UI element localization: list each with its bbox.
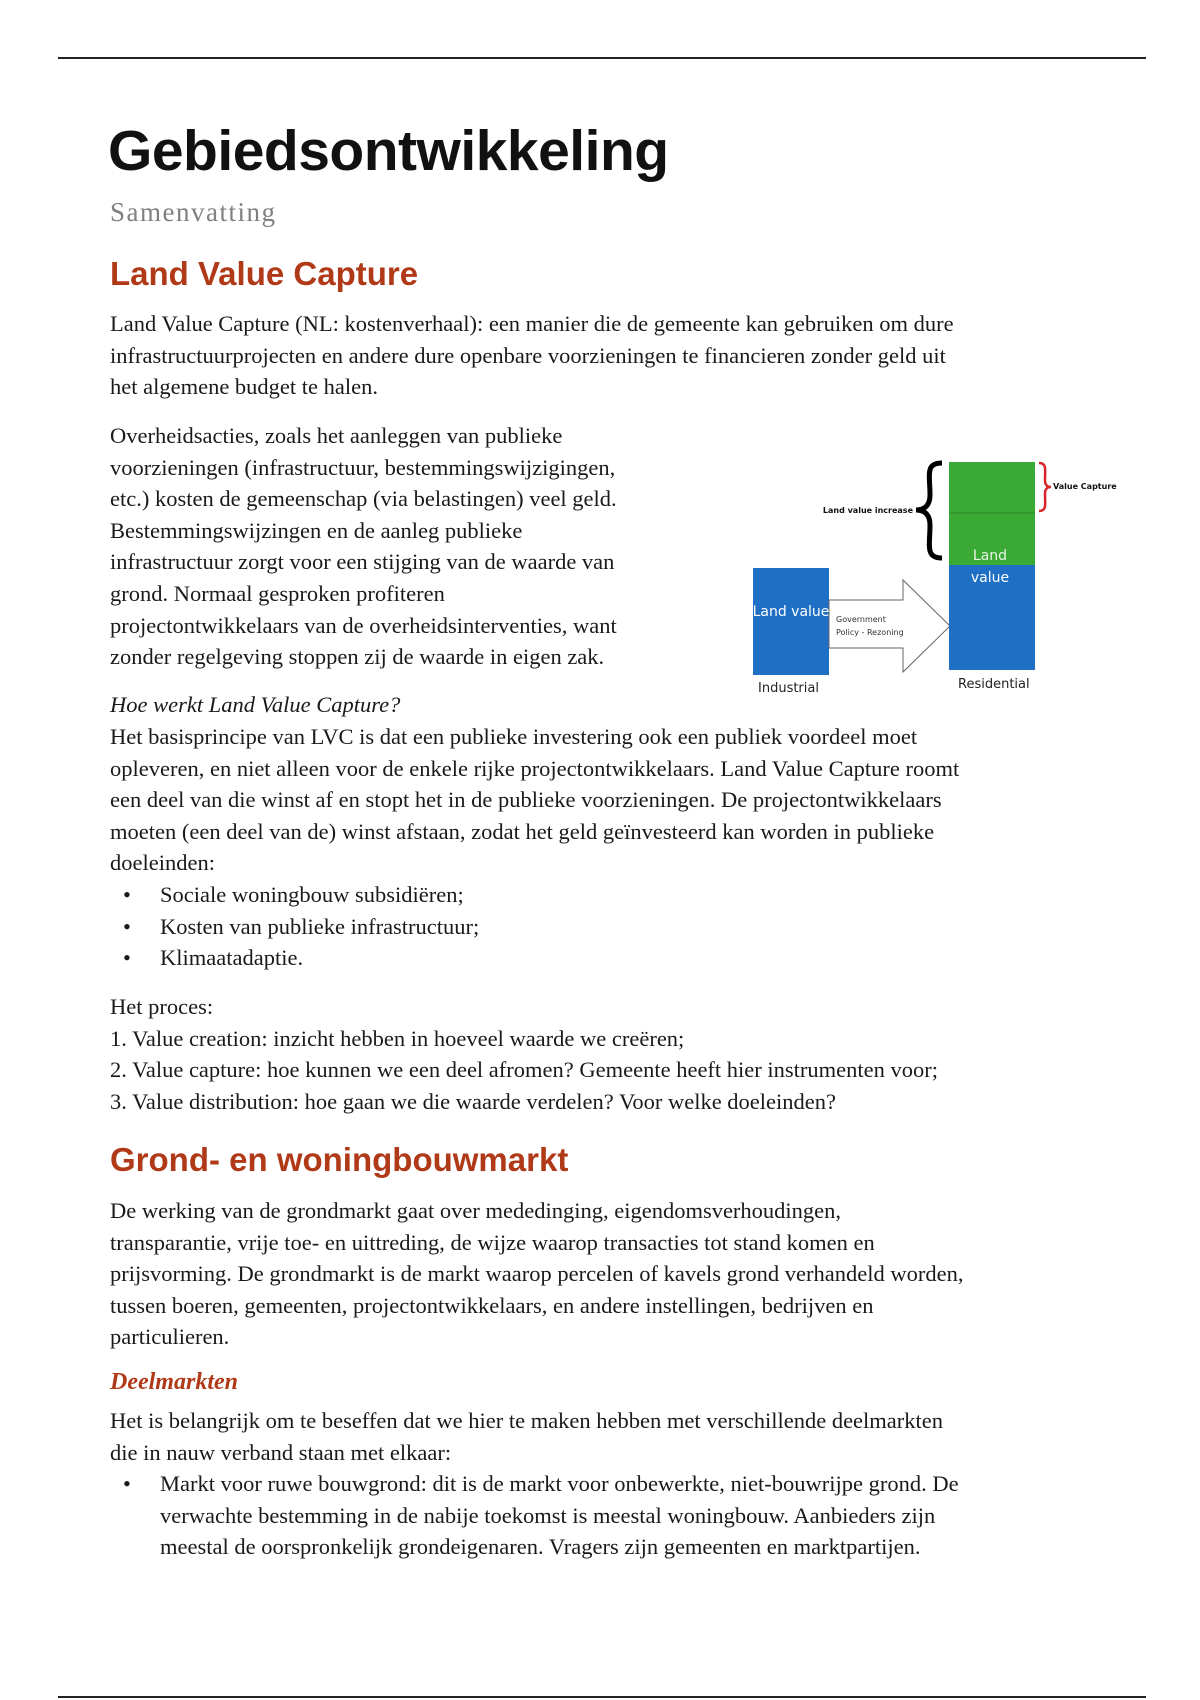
list-item: • Klimaatadaptie. [110,942,959,974]
text-line: grond. Normaal gesproken profiteren [110,580,445,606]
subheading-deelmarkten: Deelmarkten [110,1369,238,1395]
text-line: infrastructuur zorgt voor een stijging van de waarde van [110,549,615,575]
list-item: • Sociale woningbouw subsidiëren; [110,879,959,911]
residential-box-text-2: value [970,570,1010,586]
land-value-increase-label: Land value increase [822,506,913,515]
question-heading: Hoe werkt Land Value Capture? [110,692,401,717]
text-line: een deel van die winst af en stopt het in de publieke voorzieningen. De projectontwikkelaars [110,787,942,813]
text-line: Land Value Capture (NL: kostenverhaal): een manier die de gemeente kan gebruiken om dure [110,311,954,336]
heading-grondmarkt: Grond- en woningbouwmarkt [110,1141,569,1178]
text-line: tussen boeren, gemeenten, projectontwikkelaars, en andere instellingen, bedrijven en [110,1292,874,1318]
value-capture-brace [1039,463,1051,511]
list-item-continuation: meestal de oorspronkelijk grondeigenaren. Vragers zijn gemeenten en marktpartijen. [160,1534,921,1560]
text-line: het algemene budget te halen. [110,374,379,400]
list-item: 2. Value capture: hoe kunnen we een deel afromen? Gemeente heeft hier instrumenten voor; [110,1057,938,1083]
text-line: Het is belangrijk om te beseffen dat we hier te maken hebben met verschillende deelmarkten [110,1408,944,1433]
rezoning-arrow [829,580,950,672]
text-line: Het basisprincipe van LVC is dat een publieke investering ook een publiek voordeel moet [110,724,918,749]
text-line: transparantie, vrije toe- en uittreding, de wijze waarop transacties tot stand komen en [110,1229,875,1255]
text-line: zonder regelgeving stoppen zij de waarde in eigen zak. [110,644,605,670]
value-capture-label: Value Capture [1053,482,1117,491]
subtitle: Samenvatting [110,197,277,227]
land-value-capture-diagram [750,400,1150,700]
paragraph-intro [110,308,954,403]
arrow-text-line-1: Government [836,615,886,624]
residential-label: Residential [958,677,1030,692]
text-line: etc.) kosten de gemeenschap (via belastingen) veel geld. [110,486,617,512]
increase-brace [916,463,942,558]
industrial-box-text: Land value [752,604,830,620]
paragraph-overheidsacties [110,420,617,673]
heading-land-value-capture: Land Value Capture [110,255,419,292]
industrial-label: Industrial [758,681,819,696]
footer-rule [58,1696,1146,1698]
proces-list [110,991,938,1117]
list-item: • Markt voor ruwe bouwgrond: dit is de markt voor onbewerkte, niet-bouwrijpe grond. De [110,1468,959,1500]
text-line: Bestemmingswijzingen en de aanleg publieke [110,517,523,543]
text-line: moeten (een deel van de) winst afstaan, zodat het geld geïnvesteerd kan worden in publieke [110,818,935,844]
text-line: voorzieningen (infrastructuur, bestemmingswijzigingen, [110,454,616,480]
text-line: die in nauw verband staan met elkaar: [110,1439,452,1465]
text-line: Overheidsacties, zoals het aanleggen van publieke [110,423,563,448]
list-item-continuation: verwachte bestemming in de nabije toekomst is meestal woningbouw. Aanbieders zijn [160,1502,936,1528]
text-line: prijsvorming. De grondmarkt is de markt waarop percelen of kavels grond verhandeld worden, [110,1261,964,1287]
list-item: 1. Value creation: inzicht hebben in hoeveel waarde we creëren; [110,1025,685,1051]
paragraph-deelmarkten [110,1405,959,1563]
text-line: opleveren, en niet alleen voor de enkele rijke projectontwikkelaars. Land Value Capture roomt [110,755,960,781]
header-rule [58,57,1146,59]
text-line: Het proces: [110,994,214,1019]
page-title: Gebiedsontwikkeling [108,119,669,183]
text-line: doeleinden: [110,850,215,876]
residential-box-text-1: Land [972,548,1008,564]
text-line: infrastructuurprojecten en andere dure openbare voorzieningen te financieren zonder geld uit [110,342,946,368]
text-line: De werking van de grondmarkt gaat over mededinging, eigendomsverhoudingen, [110,1198,842,1223]
industrial-box [753,568,829,675]
paragraph-basisprincipe [110,721,959,974]
list-item: • Kosten van publieke infrastructuur; [110,911,959,943]
text-line: particulieren. [110,1324,230,1350]
arrow-text-line-2: Policy - Rezoning [836,628,904,637]
text-line: projectontwikkelaars van de overheidsinterventies, want [110,612,617,638]
list-item: 3. Value distribution: hoe gaan we die waarde verdelen? Voor welke doeleinden? [110,1088,837,1114]
paragraph-grondmarkt [110,1195,963,1353]
